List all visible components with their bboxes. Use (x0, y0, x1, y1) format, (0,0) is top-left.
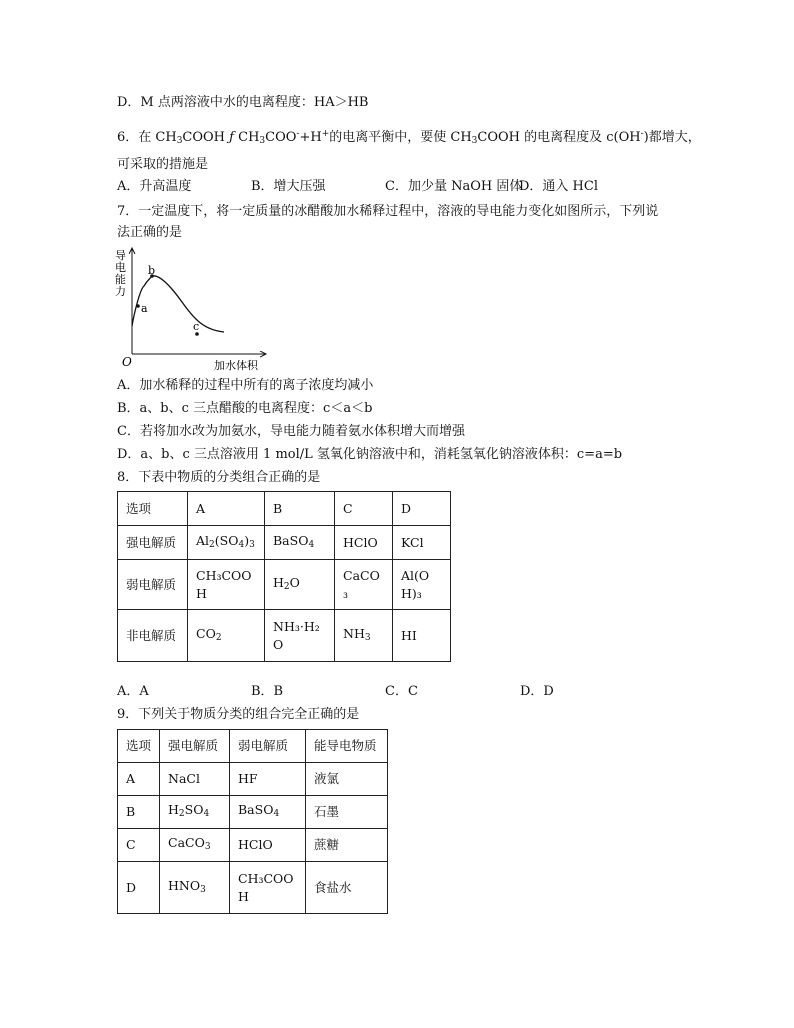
cell-sub: 4 (308, 539, 315, 550)
q6-stem (117, 124, 701, 151)
cell: CH₃COOH (188, 560, 265, 610)
q6-stem-part: CH (238, 130, 260, 145)
cell: HClO (230, 829, 306, 862)
q8-option-a: A．A (117, 684, 149, 699)
cell-sub: 2 (209, 539, 215, 550)
q6-stem-part: COO (265, 130, 297, 145)
cell-text: BaSO (238, 802, 274, 817)
cell: HClO (335, 526, 393, 560)
cell (160, 862, 230, 914)
cell-sub: 4 (273, 809, 280, 819)
x-axis-label: 加水体积 (214, 359, 258, 372)
q6-stem-part: )都增大， (643, 130, 701, 145)
q8-stem: 8．下表中物质的分类组合正确的是 (117, 470, 321, 485)
q8-table (117, 491, 451, 662)
q9-stem: 9．下列关于物质分类的组合完全正确的是 (117, 707, 360, 722)
q6-stem-part: COOH (182, 130, 226, 145)
cell (335, 610, 393, 662)
q6-stem-line2: 可采取的措施是 (117, 157, 209, 172)
point-a-label: a (141, 302, 148, 315)
cell: 食盐水 (306, 862, 388, 914)
q6-stem-part: COOH 的电离程度及 c(OH (477, 130, 641, 145)
cell: NH₃·H₂O (265, 610, 335, 662)
y-axis-label-3: 能 (115, 273, 126, 286)
cell-text: (SO (214, 532, 239, 548)
y-axis-label-2: 电 (115, 261, 126, 274)
cell-sub: 3 (364, 632, 371, 643)
cell-text: ) (244, 532, 250, 548)
header-cell: D (393, 492, 451, 526)
q7-option-b: B．a、b、c 三点醋酸的电离程度：c＜a＜b (117, 401, 373, 416)
cell-text: CaCO (168, 835, 205, 850)
cell: D (118, 862, 160, 914)
y-axis-label-1: 导 (115, 249, 126, 262)
cell: HI (393, 610, 451, 662)
q6-options (117, 177, 677, 197)
q6-option-d: D．通入 HCl (519, 179, 598, 194)
cell: KCl (393, 526, 451, 560)
header-cell: 能导电物质 (306, 730, 388, 763)
table-row (118, 796, 388, 829)
cell (160, 829, 230, 862)
cell: Al(OH)₃ (393, 560, 451, 610)
q7-option-a: A．加水稀释的过程中所有的离子浓度均减小 (117, 378, 374, 393)
conductivity-graph (112, 244, 272, 374)
header-cell: 选项 (118, 730, 160, 763)
q6-sup: - (296, 129, 300, 139)
q6-option-b: B．增大压强 (251, 179, 326, 194)
cell: C (118, 829, 160, 862)
cell-text: HNO (168, 877, 201, 893)
cell: 蔗糖 (306, 829, 388, 862)
q7-option-d: D．a、b、c 三点溶液用 1 mol/L 氢氧化钠溶液中和，消耗氢氧化钠溶液体积：c=a=b (117, 447, 623, 462)
point-b-label: b (148, 264, 156, 277)
equilibrium-arrow: ƒ (229, 130, 234, 145)
header-cell: C (335, 492, 393, 526)
cell (230, 796, 306, 829)
cell-sub: 3 (249, 539, 255, 550)
q8-options (117, 682, 677, 702)
y-axis-label-4: 力 (115, 285, 126, 298)
table-row (118, 763, 388, 796)
cell: 液氯 (306, 763, 388, 796)
cell-sub: 2 (178, 809, 185, 819)
row-label: 强电解质 (118, 526, 188, 560)
cell (188, 526, 265, 560)
cell: 石墨 (306, 796, 388, 829)
row-label: 非电解质 (118, 610, 188, 662)
q6-option-a: A．升高温度 (117, 179, 192, 194)
point-a-dot (136, 304, 140, 308)
cell (265, 526, 335, 560)
q6-sub: 3 (471, 136, 478, 146)
header-cell: 选项 (118, 492, 188, 526)
cell: A (118, 763, 160, 796)
cell: CH₃COOH (230, 862, 306, 914)
q6-sup: - (640, 129, 644, 139)
table-row (118, 492, 451, 526)
cell: NaCl (160, 763, 230, 796)
cell-sub: 2 (283, 581, 290, 592)
table-row (118, 526, 451, 560)
q8-option-c: C．C (385, 684, 418, 699)
cell-sub: 3 (200, 884, 206, 895)
cell-text: H (273, 574, 284, 590)
q9-table (117, 729, 388, 914)
table-row (118, 560, 451, 610)
cell-sub: 4 (203, 809, 210, 819)
header-cell: B (265, 492, 335, 526)
cell-sub: 3 (204, 842, 211, 852)
header-cell: A (188, 492, 265, 526)
q6-sub: 3 (259, 136, 266, 146)
q6-option-c: C．加少量 NaOH 固体 (385, 179, 523, 194)
cell: HF (230, 763, 306, 796)
q6-stem-part: 6．在 CH (117, 130, 177, 145)
cell-text: SO (184, 802, 204, 817)
q6-stem-part: 的电离平衡中，要使 CH (329, 130, 472, 145)
cell-text: BaSO (273, 532, 309, 548)
point-c-label: c (193, 320, 200, 333)
cell (160, 796, 230, 829)
table-row (118, 730, 388, 763)
cell-text: H (168, 802, 179, 817)
cell: CaCO₃ (335, 560, 393, 610)
q7-stem-line2: 法正确的是 (117, 225, 183, 240)
cell: B (118, 796, 160, 829)
q7-stem-line1: 7．一定温度下，将一定质量的冰醋酸加水稀释过程中，溶液的导电能力变化如图所示，下列说 (117, 204, 659, 219)
cell (265, 560, 335, 610)
cell-text: NH (343, 625, 365, 641)
q8-option-b: B．B (251, 684, 284, 699)
cell (188, 610, 265, 662)
q5-option-d: D．M 点两溶液中水的电离程度：HA＞HB (117, 95, 369, 110)
q6-sup: + (321, 129, 330, 139)
row-label: 弱电解质 (118, 560, 188, 610)
table-row (118, 829, 388, 862)
cell-text: CO (196, 625, 216, 641)
table-row (118, 862, 388, 914)
origin-label: O (122, 355, 132, 369)
cell-text: Al (196, 532, 210, 548)
header-cell: 弱电解质 (230, 730, 306, 763)
q8-option-d: D．D (520, 684, 554, 699)
table-row (118, 610, 451, 662)
cell-text: O (289, 574, 300, 590)
q7-option-c: C．若将加水改为加氨水，导电能力随着氨水体积增大而增强 (117, 424, 465, 439)
q6-sub: 3 (176, 136, 183, 146)
header-cell: 强电解质 (160, 730, 230, 763)
cell-sub: 2 (215, 632, 222, 643)
q6-stem-part: +H (299, 130, 322, 145)
cell-sub: 4 (238, 539, 245, 550)
